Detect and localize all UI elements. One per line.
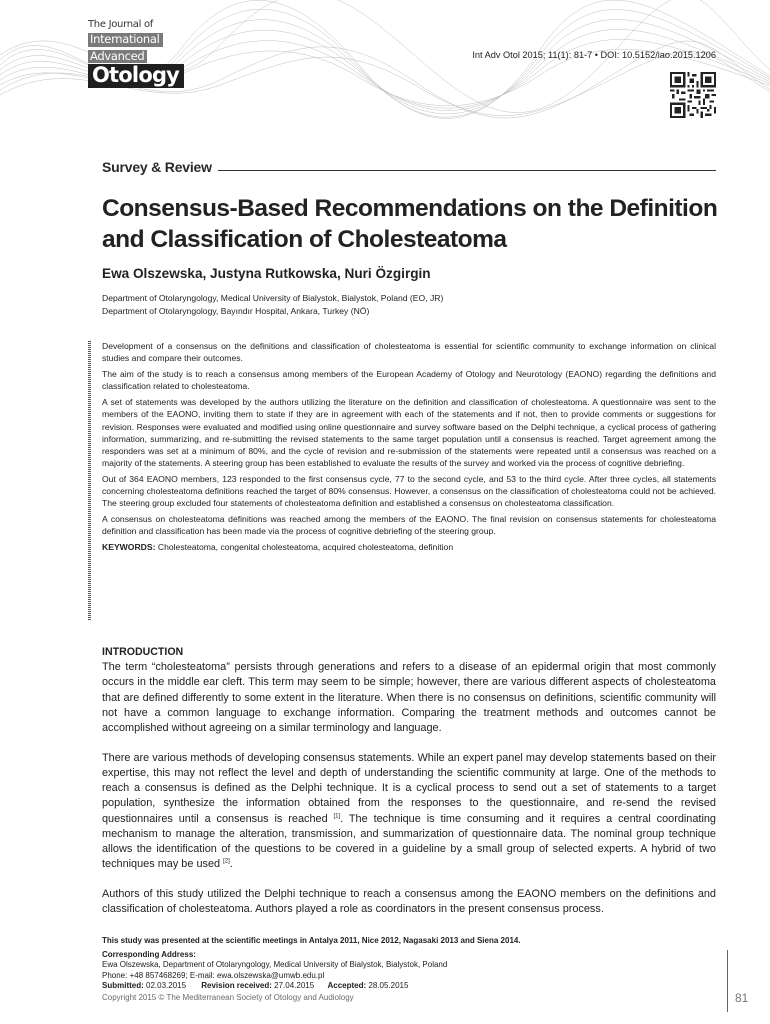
logo-line-2: International — [88, 33, 163, 47]
section-header — [102, 159, 716, 177]
article-title: Consensus-Based Recommendations on the Definition and Classification of Cholesteatoma — [102, 195, 718, 253]
presentation-note: This study was presented at the scientific meetings in Antalya 2011, Nice 2012, Nagasaki 2013 and Siena 2014. — [102, 936, 521, 945]
citation-doi: Int Adv Otol 2015; 11(1): 81-7 • DOI: 10.5152/iao.2015.1206 — [472, 50, 716, 60]
logo-line-4: Otology — [88, 64, 184, 88]
revision-label: Revision received: — [201, 981, 272, 991]
intro-p2-part-1: There are various methods of developing consensus statements. While an expert panel may develop statements based on their expertise, this may not reflect the level and depth of understanding the scientific community at large. One of the methods to reach a consensus is defined as the Delphi technique. It is a cyclical process to send out a set of statements to a target population, synthesize the information obtained from the responses to the questionnaire, and re-send the revised questionnaires until a consensus is reached — [102, 751, 716, 825]
keywords-label: KEYWORDS: — [102, 542, 156, 553]
accepted-label: Accepted: — [327, 981, 367, 991]
intro-p2-part-2: . The technique is time consuming and it requires a central coordinating mechanism to manage the alteration, transmission, and summarization of questionnaire data. The nominal group technique allows the identification of the questions to be covered in a guideline by a small group of selected experts. A hybrid of two techniques may be used — [102, 812, 716, 871]
citation-ref-1[interactable]: [1] — [333, 812, 341, 819]
copyright: Copyright 2015 © The Mediterranean Society of Otology and Audiology — [102, 992, 354, 1002]
intro-p2-part-3: . — [229, 858, 233, 871]
author-list: Ewa Olszewska, Justyna Rutkowska, Nuri Özgirgin — [102, 266, 431, 281]
page-number-rule — [727, 950, 728, 1012]
introduction-paragraph-2 — [102, 751, 716, 873]
page-number: 81 — [735, 991, 749, 1005]
abstract-side-bar — [88, 341, 91, 620]
abstract-paragraph-conclusion: A consensus on cholesteatoma definitions was reached among the members of the EAONO. The final revision on consensus statements for cholesteatoma definition and classification has been made via the process of cognitive debriefing of the steering group. — [102, 514, 716, 537]
abstract-paragraph-methods: A set of statements was developed by the authors utilizing the literature on the definition and classification of cholesteatoma. A questionnaire was sent to the members of the EAONO, inviting them to state if they are in agreement with each of the statements and if not, then to provide comments or suggestions for revision. Responses were evaluated and modified using online questionnaire and survey software based on the Delphi technique, a cyclical process of gathering information, summarizing, and re-submitting the revised statements to the same target population until a consensus is reached. Target agreement among the responders was set at a minimum of 80%, and the cycle of revision and re-submission of the statements were repeated until a consensus was reached on a majority of the statements. A steering group has been established to evaluate the results of the survey and worked via the process of cognitive debriefing. — [102, 397, 716, 468]
submitted-label: Submitted: — [102, 981, 144, 991]
affiliation-1: Department of Otolaryngology, Medical University of Bialystok, Bialystok, Poland (EO, JR) — [102, 293, 444, 303]
citation-ref-2[interactable]: [2] — [223, 858, 230, 865]
corresponding-label: Corresponding Address: — [102, 949, 196, 959]
submitted-date — [102, 981, 199, 992]
affiliations — [102, 292, 443, 317]
accepted-date — [327, 981, 408, 992]
manuscript-dates — [102, 981, 722, 992]
section-label: Survey & Review — [102, 159, 218, 175]
affiliation-2: Department of Otolaryngology, Bayındır Hospital, Ankara, Turkey (NÖ) — [102, 305, 370, 316]
logo-line-3: Advanced — [88, 50, 147, 64]
introduction-section — [102, 645, 716, 932]
keywords — [102, 541, 716, 553]
corresponding-contact: Phone: +48 857468269; E-mail: ewa.olszewska@umwb.edu.pl — [102, 970, 325, 980]
accepted-value: 28.05.2015 — [366, 981, 409, 991]
keywords-list: Cholesteatoma, congenital cholesteatoma, acquired cholesteatoma, definition — [155, 542, 454, 553]
abstract — [102, 340, 716, 558]
introduction-paragraph-1: The term “cholesteatoma” persists through generations and refers to a disease of an epidermal origin that most commonly occurs in the middle ear cleft. This term may seem to be simple; however, there are various different aspects of cholesteatoma that are defined differently to some extent in the literature. When there is no consensus on definitions, scientific community will not have a common language to exchange information. Comparing the treatment methods and outcomes cannot be accomplished without agreeing on a similar terminology and language. — [102, 661, 716, 735]
footnotes — [102, 936, 722, 1004]
introduction-heading: INTRODUCTION — [102, 646, 184, 658]
revision-value: 27.04.2015 — [271, 981, 315, 991]
abstract-paragraph-aim: The aim of the study is to reach a consensus among members of the European Academy of Otology and Neurotology (EAONO) regarding the definitions and classification related to cholesteatoma. — [102, 369, 716, 392]
journal-logo — [88, 20, 178, 88]
qr-code-icon — [670, 72, 716, 118]
abstract-paragraph-results: Out of 364 EAONO members, 123 responded to the first consensus cycle, 77 to the second cycle, and 53 to the third cycle. After three cycles, all statements concerning cholesteatoma definitions reached the target of 80% consensus. However, a consensus on the classification of cholesteatoma could not be achieved. The steering group excluded four statements of cholesteatoma definition and established a consensus on cholesteatoma classification. — [102, 473, 716, 509]
logo-line-1: The Journal of — [88, 19, 153, 30]
submitted-value: 02.03.2015 — [143, 981, 187, 991]
introduction-paragraph-3: Authors of this study utilized the Delphi technique to reach a consensus among the EAONO members on the definitions and classification of cholesteatoma. Authors played a role as coordinators in the present consensus process. — [102, 887, 716, 916]
revision-date — [201, 981, 325, 992]
abstract-paragraph-background: Development of a consensus on the definitions and classification of cholesteatoma is essential for scientific community to exchange information on clinical studies and compare their outcomes. — [102, 341, 716, 364]
corresponding-address: Ewa Olszewska, Department of Otolaryngology, Medical University of Bialystok, Bialystok, Poland — [102, 960, 448, 970]
